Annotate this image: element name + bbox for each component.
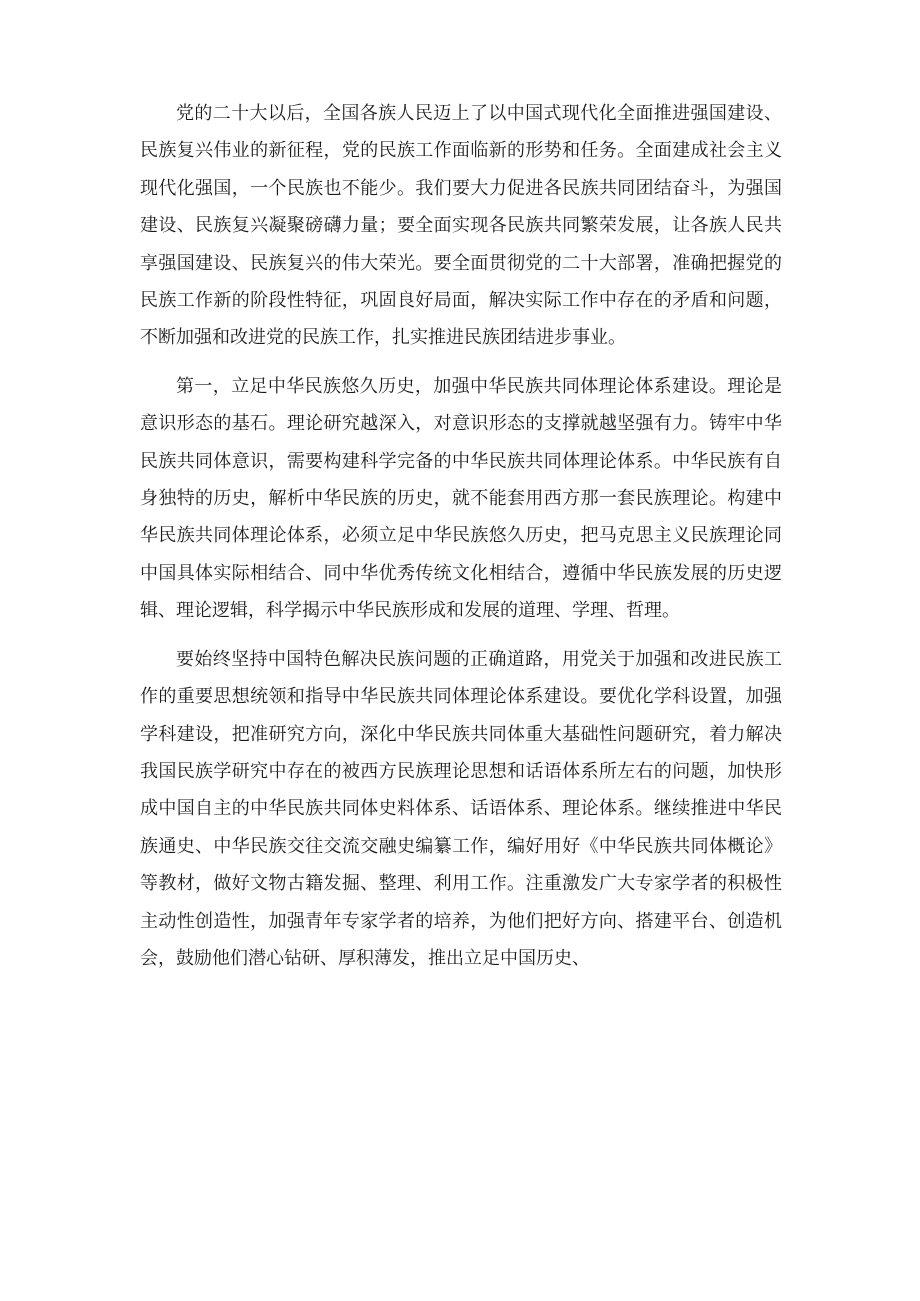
paragraph-2: 第一，立足中华民族悠久历史，加强中华民族共同体理论体系建设。理论是意识形态的基石。理论研究越深入，对意识形态的支撑就越坚强有力。铸牢中华民族共同体意识，需要构建科学完备的中华民族共同体理论体系。中华民族有自身独特的历史，解析中华民族的历史，就不能套用西方那一套民族理论。构建中华民族共同体理论体系，必须立足中华民族悠久历史，把马克思主义民族理论同中国具体实际相结合、同中华优秀传统文化相结合，遵循中华民族发展的历史逻辑、理论逻辑，科学揭示中华民族形成和发展的道理、学理、哲理。 (140, 375, 782, 622)
paragraph-3: 要始终坚持中国特色解决民族问题的正确道路，用党关于加强和改进民族工作的重要思想统领和指导中华民族共同体理论体系建设。要优化学科设置，加强学科建设，把准研究方向，深化中华民族共同体重大基础性问题研究，着力解决我国民族学研究中存在的被西方民族理论思想和话语体系所左右的问题，加快形成中国自主的中华民族共同体史料体系、话语体系、理论体系。继续推进中华民族通史、中华民族交往交流交融史编纂工作，编好用好《中华民族共同体概论》等教材，做好文物古籍发掘、整理、利用工作。注重激发广大专家学者的积极性主动性创造性，加强青年专家学者的培养，为他们把好方向、搭建平台、创造机会，鼓励他们潜心钻研、厚积薄发，推出立足中国历史、 (140, 648, 782, 969)
paragraph-1: 党的二十大以后，全国各族人民迈上了以中国式现代化全面推进强国建设、民族复兴伟业的新征程，党的民族工作面临新的形势和任务。全面建成社会主义现代化强国，一个民族也不能少。我们要大力促进各民族共同团结奋斗，为强国建设、民族复兴凝聚磅礴力量；要全面实现各民族共同繁荣发展，让各族人民共享强国建设、民族复兴的伟大荣光。要全面贯彻党的二十大部署，准确把握党的民族工作新的阶段性特征，巩固良好局面，解决实际工作中存在的矛盾和问题，不断加强和改进党的民族工作，扎实推进民族团结进步事业。 (140, 103, 782, 349)
document-body (140, 95, 782, 988)
